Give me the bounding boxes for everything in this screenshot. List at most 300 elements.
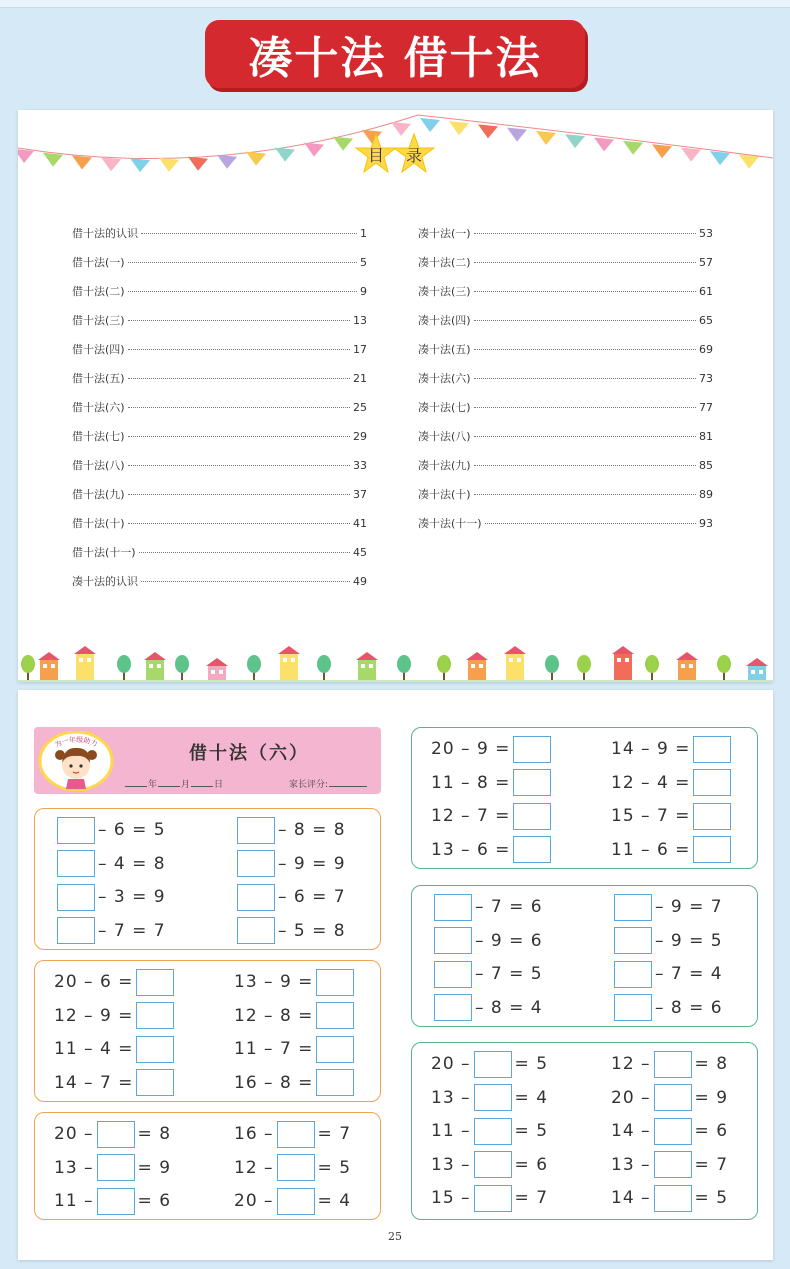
answer-box[interactable] — [474, 1185, 512, 1212]
answer-box[interactable] — [136, 969, 174, 996]
answer-box[interactable] — [693, 769, 731, 796]
equation-text: 15 – 7 = — [611, 806, 691, 826]
toc-leader-dots — [474, 291, 696, 292]
toc-leader-dots — [474, 494, 696, 495]
equation — [431, 960, 543, 988]
toc-entry[interactable] — [418, 312, 713, 341]
toc-entry[interactable] — [418, 370, 713, 399]
equation — [611, 1117, 728, 1145]
answer-box[interactable] — [474, 1118, 512, 1145]
equation — [234, 816, 346, 844]
toc-entry-label: 借十法的认识 — [72, 227, 138, 240]
bunting-flag — [246, 152, 266, 166]
bunting-flag — [101, 157, 121, 171]
toc-entry-label: 借十法(四) — [72, 343, 125, 356]
parent-score-label: 家长评分: — [289, 780, 329, 790]
toc-entry-label: 借十法(六) — [72, 401, 125, 414]
top-strip — [0, 0, 790, 8]
equation — [431, 802, 554, 830]
answer-box[interactable] — [614, 994, 652, 1021]
toc-entry-page: 37 — [353, 488, 367, 501]
house-icon — [746, 658, 768, 680]
answer-box[interactable] — [474, 1084, 512, 1111]
toc-entry-page: 29 — [353, 430, 367, 443]
equation — [234, 1035, 357, 1063]
equation-text: 13 – — [611, 1154, 651, 1175]
answer-box[interactable] — [654, 1051, 692, 1078]
toc-entry-page: 49 — [353, 575, 367, 588]
answer-box[interactable] — [693, 836, 731, 863]
bunting-flag — [478, 124, 498, 138]
equation — [611, 802, 734, 830]
equation — [54, 1069, 177, 1097]
toc-entry-label: 凑十法(三) — [418, 285, 471, 298]
toc-entry[interactable] — [72, 225, 367, 254]
equation-text: 12 – — [234, 1157, 274, 1178]
toc-leader-dots — [128, 320, 350, 321]
answer-box[interactable] — [316, 1002, 354, 1029]
toc-entry-page: 73 — [699, 372, 713, 385]
answer-box[interactable] — [614, 927, 652, 954]
house-icon — [504, 646, 526, 680]
toc-title — [354, 132, 454, 182]
equation-text: – 9 = 7 — [655, 897, 723, 917]
equation — [611, 1151, 728, 1179]
bunting-flag — [217, 155, 237, 169]
toc-entry-page: 53 — [699, 227, 713, 240]
equation — [611, 1084, 728, 1112]
answer-box[interactable] — [57, 917, 95, 944]
answer-box[interactable] — [316, 1069, 354, 1096]
equation — [431, 994, 543, 1022]
toc-entry-label: 凑十法(六) — [418, 372, 471, 385]
toc-entry[interactable] — [72, 283, 367, 312]
tree-icon — [545, 655, 559, 680]
toc-entry[interactable] — [418, 341, 713, 370]
toc-entry-page: 69 — [699, 343, 713, 356]
equation-text: 14 – 7 = — [54, 1072, 134, 1093]
equation-text: 20 – — [611, 1087, 651, 1108]
toc-page — [18, 110, 773, 682]
house-icon — [466, 652, 488, 680]
answer-box[interactable] — [474, 1151, 512, 1178]
banner-title: 凑十法 借十法 — [248, 33, 542, 84]
toc-entry[interactable] — [72, 515, 367, 544]
answer-box[interactable] — [237, 884, 275, 911]
badge-text-arc — [42, 731, 112, 753]
worksheet-title: 借十法（六） — [189, 743, 309, 764]
date-year-label: 年 — [148, 780, 158, 790]
answer-box[interactable] — [97, 1121, 135, 1148]
equation-text: 15 – — [431, 1188, 471, 1208]
equation — [54, 850, 166, 878]
equation-text: – 6 = 7 — [278, 887, 346, 907]
toc-entry[interactable] — [418, 254, 713, 283]
equation-text: 12 – 4 = — [611, 772, 691, 793]
answer-box[interactable] — [57, 850, 95, 877]
equation — [431, 1084, 548, 1112]
equation-text: – 7 = 7 — [98, 920, 166, 941]
toc-entry-page: 41 — [353, 517, 367, 530]
toc-entry[interactable] — [72, 312, 367, 341]
toc-entry-page: 45 — [353, 546, 367, 559]
toc-entry[interactable] — [72, 544, 367, 573]
equation — [611, 893, 723, 921]
answer-box[interactable] — [654, 1185, 692, 1212]
equation-text: = 6 — [694, 1121, 729, 1141]
toc-entry[interactable] — [72, 457, 367, 486]
toc-entry-page: 61 — [699, 285, 713, 298]
toc-leader-dots — [128, 291, 357, 292]
toc-entry[interactable] — [72, 428, 367, 457]
answer-box[interactable] — [57, 884, 95, 911]
toc-entry-page: 77 — [699, 401, 713, 414]
toc-entry-page: 89 — [699, 488, 713, 501]
equation-text: 11 – 7 = — [234, 1039, 314, 1059]
equation-text: 14 – — [611, 1188, 651, 1208]
toc-entry-label: 借十法(十) — [72, 517, 125, 530]
equation-text: – 8 = 6 — [655, 997, 723, 1018]
equation-text: – 4 = 8 — [98, 853, 166, 874]
house-icon — [278, 646, 300, 680]
equation — [234, 1187, 351, 1215]
equation-text: 12 – 9 = — [54, 1005, 134, 1026]
toc-entry-label: 凑十法(四) — [418, 314, 471, 327]
equation — [54, 1154, 171, 1182]
bunting-flag — [420, 118, 440, 132]
equation-text: = 5 — [514, 1054, 549, 1074]
equation-text: 16 – 8 = — [234, 1072, 314, 1093]
equation-text: 13 – 6 = — [431, 839, 511, 860]
equation-text: = 7 — [694, 1154, 729, 1175]
equation-text: = 6 — [137, 1191, 172, 1211]
equation-text: = 5 — [514, 1121, 549, 1141]
equation-text: 20 – — [431, 1054, 471, 1074]
answer-box[interactable] — [316, 1036, 354, 1063]
equation — [611, 1184, 728, 1212]
answer-box[interactable] — [513, 769, 551, 796]
tree-icon — [247, 655, 261, 680]
toc-entry-label: 借十法(二) — [72, 285, 125, 298]
toc-entry[interactable] — [72, 573, 367, 602]
equation-text: = 7 — [317, 1124, 352, 1144]
toc-entry-page: 21 — [353, 372, 367, 385]
answer-box[interactable] — [277, 1188, 315, 1215]
equation-text: – 9 = 5 — [655, 930, 723, 951]
answer-box[interactable] — [434, 961, 472, 988]
toc-entry-page: 1 — [360, 227, 367, 240]
toc-entry-page: 81 — [699, 430, 713, 443]
toc-leader-dots — [474, 407, 696, 408]
tree-icon — [717, 655, 731, 680]
equation-text: = 7 — [514, 1188, 549, 1208]
answer-box[interactable] — [136, 1036, 174, 1063]
answer-box[interactable] — [136, 1069, 174, 1096]
toc-entry[interactable] — [72, 341, 367, 370]
toc-leader-dots — [474, 349, 696, 350]
answer-box[interactable] — [654, 1084, 692, 1111]
equation-text: – 8 = 4 — [475, 997, 543, 1018]
equation — [234, 917, 346, 945]
toc-entry[interactable] — [418, 457, 713, 486]
equation-text: – 9 = 9 — [278, 853, 346, 874]
toc-entry[interactable] — [418, 225, 713, 254]
toc-entry[interactable] — [72, 254, 367, 283]
answer-box[interactable] — [237, 850, 275, 877]
equation — [54, 1120, 171, 1148]
answer-box[interactable] — [277, 1121, 315, 1148]
equation-text: 13 – — [431, 1154, 471, 1175]
equation — [431, 1151, 548, 1179]
answer-box[interactable] — [97, 1188, 135, 1215]
house-icon — [206, 658, 228, 680]
page-number: 25 — [388, 1230, 402, 1243]
toc-entry-page: 57 — [699, 256, 713, 269]
title-banner — [205, 20, 585, 88]
equation-text: – 8 = 8 — [278, 820, 346, 840]
equation-text: = 9 — [694, 1087, 729, 1108]
equation-text: 20 – 9 = — [431, 739, 511, 759]
toc-entry[interactable] — [418, 399, 713, 428]
toc-entry-label: 凑十法(九) — [418, 459, 471, 472]
toc-entry[interactable] — [418, 428, 713, 457]
toc-entry-label: 凑十法的认识 — [72, 575, 138, 588]
answer-box[interactable] — [513, 803, 551, 830]
equation — [234, 1120, 351, 1148]
house-icon — [74, 646, 96, 680]
equation — [234, 968, 357, 996]
tree-icon — [437, 655, 451, 680]
bunting-flag — [507, 128, 527, 142]
equation-text: = 5 — [317, 1157, 352, 1178]
toc-entry-label: 凑十法(一) — [418, 227, 471, 240]
equation-text: 14 – 9 = — [611, 739, 691, 759]
equation-text: = 8 — [137, 1124, 172, 1144]
bunting-flag — [72, 155, 92, 169]
equation-text: 12 – — [611, 1054, 651, 1074]
house-icon — [356, 652, 378, 680]
toc-leader-dots — [141, 233, 357, 234]
bunting-flag — [623, 141, 643, 155]
equation-text: 13 – 9 = — [234, 972, 314, 992]
toc-leader-dots — [139, 552, 350, 553]
equation-text: – 7 = 5 — [475, 964, 543, 984]
equation — [54, 1002, 177, 1030]
equation-text: 11 – 4 = — [54, 1039, 134, 1059]
answer-box[interactable] — [316, 969, 354, 996]
toc-leader-dots — [485, 523, 696, 524]
equation — [431, 735, 554, 763]
toc-entry[interactable] — [418, 283, 713, 312]
equation — [54, 883, 166, 911]
equation-text: = 5 — [694, 1188, 729, 1208]
equation — [234, 1069, 357, 1097]
equation — [611, 960, 723, 988]
answer-box[interactable] — [57, 817, 95, 844]
equation-text: = 8 — [694, 1054, 729, 1074]
equation-text: 20 – 6 = — [54, 972, 134, 992]
equation — [431, 893, 543, 921]
equation — [611, 927, 723, 955]
answer-box[interactable] — [693, 736, 731, 763]
svg-text:为一年级助力: 为一年级助力 — [53, 735, 99, 750]
equation-text: – 7 = 6 — [475, 897, 543, 917]
toc-leader-dots — [474, 320, 696, 321]
equation-text: = 4 — [317, 1191, 352, 1211]
toc-leader-dots — [128, 494, 350, 495]
toc-entry-label: 借十法(一) — [72, 256, 125, 269]
answer-box[interactable] — [614, 961, 652, 988]
equation-text: = 4 — [514, 1087, 549, 1108]
equation-text: 20 – — [234, 1191, 274, 1211]
toc-entry-page: 33 — [353, 459, 367, 472]
toc-entry[interactable] — [418, 486, 713, 515]
answer-box[interactable] — [614, 894, 652, 921]
toc-right-column — [418, 225, 713, 544]
answer-box[interactable] — [693, 803, 731, 830]
house-icon — [38, 652, 60, 680]
toc-entry-label: 凑十法(二) — [418, 256, 471, 269]
equation-text: – 5 = 8 — [278, 920, 346, 941]
equation-text: – 7 = 4 — [655, 964, 723, 984]
answer-box[interactable] — [237, 917, 275, 944]
bunting-flag — [18, 149, 34, 163]
bunting-flag — [130, 158, 150, 172]
bunting-flag — [565, 134, 585, 148]
toc-entry-page: 9 — [360, 285, 367, 298]
toc-leader-dots — [474, 465, 696, 466]
house-icon — [676, 652, 698, 680]
bunting-flag — [594, 137, 614, 151]
toc-leader-dots — [128, 436, 350, 437]
toc-entry-page: 17 — [353, 343, 367, 356]
toc-left-column — [72, 225, 367, 602]
equation-text: – 9 = 6 — [475, 930, 543, 951]
toc-entry-label: 凑十法(十) — [418, 488, 471, 501]
toc-entry-page: 13 — [353, 314, 367, 327]
toc-leader-dots — [474, 436, 696, 437]
date-line — [124, 777, 223, 790]
toc-entry[interactable] — [72, 399, 367, 428]
toc-entry[interactable] — [72, 370, 367, 399]
toc-entry-label: 借十法(五) — [72, 372, 125, 385]
equation — [611, 836, 734, 864]
tree-icon — [21, 655, 35, 680]
equation — [234, 883, 346, 911]
answer-box[interactable] — [654, 1151, 692, 1178]
equation — [234, 850, 346, 878]
equation — [431, 1184, 548, 1212]
tree-icon — [397, 655, 411, 680]
equation — [431, 927, 543, 955]
toc-leader-dots — [128, 465, 350, 466]
answer-box[interactable] — [654, 1118, 692, 1145]
bunting-flag — [536, 131, 556, 145]
equation — [611, 994, 723, 1022]
equation-text: 14 – — [611, 1121, 651, 1141]
answer-box[interactable] — [513, 836, 551, 863]
equation-text: = 9 — [137, 1157, 172, 1178]
toc-leader-dots — [128, 262, 357, 263]
equation-text: = 6 — [514, 1154, 549, 1175]
equation-text: 11 – 8 = — [431, 772, 511, 793]
bunting-flag — [188, 157, 208, 171]
answer-box[interactable] — [513, 736, 551, 763]
toc-leader-dots — [474, 262, 696, 263]
answer-box[interactable] — [434, 927, 472, 954]
equation — [431, 836, 554, 864]
toc-leader-dots — [128, 523, 350, 524]
house-icon — [144, 652, 166, 680]
equation — [611, 1050, 728, 1078]
toc-entry[interactable] — [418, 515, 713, 544]
equation — [54, 816, 166, 844]
equation — [611, 769, 734, 797]
answer-box[interactable] — [474, 1051, 512, 1078]
equation-text: – 3 = 9 — [98, 887, 166, 907]
equation — [431, 1117, 548, 1145]
equation-text: 11 – — [431, 1121, 471, 1141]
toc-entry-label: 借十法(八) — [72, 459, 125, 472]
toc-leader-dots — [474, 378, 696, 379]
bunting-flag — [710, 151, 730, 165]
toc-entry-label: 凑十法(五) — [418, 343, 471, 356]
tree-icon — [117, 655, 131, 680]
answer-box[interactable] — [97, 1154, 135, 1181]
toc-entry-label: 凑十法(十一) — [418, 517, 482, 530]
toc-leader-dots — [141, 581, 350, 582]
equation — [234, 1002, 357, 1030]
equation — [54, 968, 177, 996]
tree-icon — [577, 655, 591, 680]
toc-title-char-2: 录 — [405, 146, 422, 165]
answer-box[interactable] — [434, 894, 472, 921]
answer-box[interactable] — [136, 1002, 174, 1029]
answer-box[interactable] — [434, 994, 472, 1021]
toc-entry-label: 借十法(九) — [72, 488, 125, 501]
bunting-flag — [333, 137, 353, 151]
answer-box[interactable] — [277, 1154, 315, 1181]
tree-icon — [175, 655, 189, 680]
equation — [611, 735, 734, 763]
toc-entry-page: 5 — [360, 256, 367, 269]
toc-title-char-1: 目 — [367, 146, 384, 165]
equation — [54, 1035, 177, 1063]
toc-leader-dots — [128, 349, 350, 350]
date-month-label: 月 — [181, 780, 191, 790]
equation-text: 16 – — [234, 1124, 274, 1144]
toc-entry-page: 85 — [699, 459, 713, 472]
toc-entry-label: 借十法(三) — [72, 314, 125, 327]
equation-text: 12 – 8 = — [234, 1005, 314, 1026]
worksheet-header — [34, 727, 381, 794]
toc-leader-dots — [474, 233, 696, 234]
toc-entry-page: 93 — [699, 517, 713, 530]
toc-entry-label: 借十法(十一) — [72, 546, 136, 559]
bunting-flag — [739, 155, 759, 169]
bunting-flag — [652, 144, 672, 158]
toc-leader-dots — [128, 378, 350, 379]
toc-entry-page: 25 — [353, 401, 367, 414]
tree-icon — [645, 655, 659, 680]
equation — [54, 1187, 171, 1215]
equation-text: – 6 = 5 — [98, 820, 166, 840]
bunting-flag — [43, 153, 63, 167]
equation — [234, 1154, 351, 1182]
answer-box[interactable] — [237, 817, 275, 844]
equation — [431, 1050, 548, 1078]
toc-entry[interactable] — [72, 486, 367, 515]
